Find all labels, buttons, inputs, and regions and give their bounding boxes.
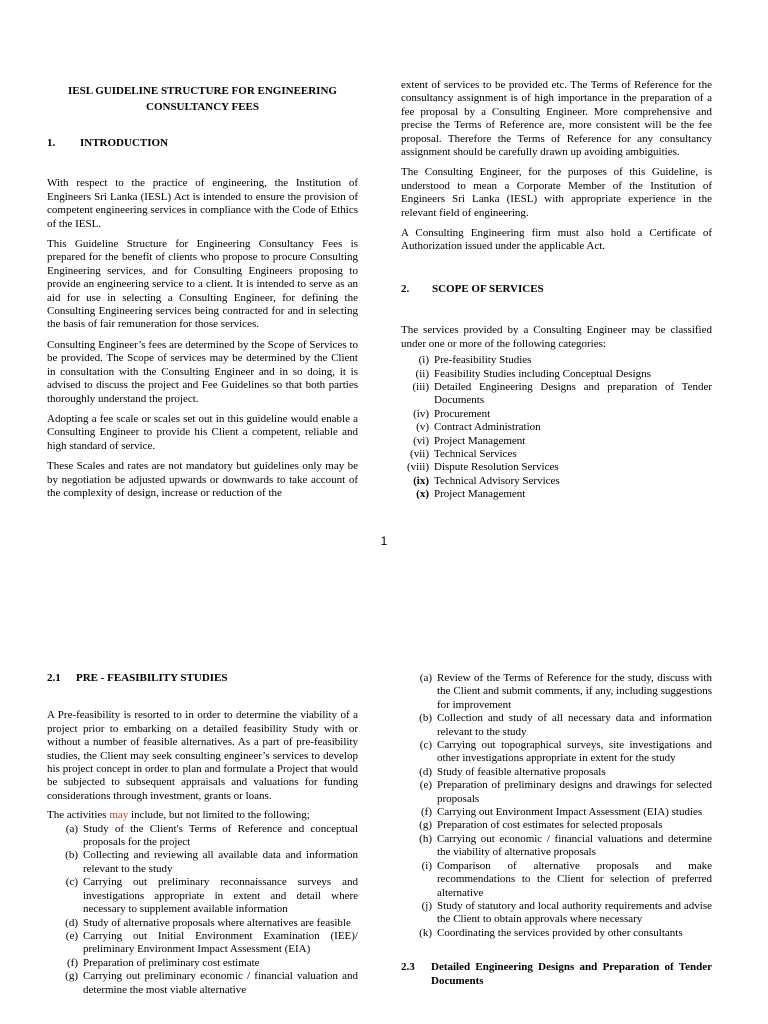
document-title-line2: CONSULTANCY FEES — [146, 101, 259, 113]
activities-may: may — [109, 809, 129, 822]
list-item-text: Study of statutory and local authority requirements and advise the Client to obtain approvals where necessary — [437, 899, 712, 926]
list-item-text: Feasibility Studies including Conceptual Designs — [434, 367, 651, 380]
list-item-marker: (x) — [416, 488, 429, 501]
intro-paragraph-3: Consulting Engineer’s fees are determined by the Scope of Services to be provided. The Scope of services may be determined by the Client in consultation with the Consulting Engineer and in so doing, it is advised to discuss the project and Fee Guidelines so that both parties thoroughly understand the project. — [47, 338, 358, 405]
list-item — [401, 368, 712, 381]
list-item-text: Dispute Resolution Services — [434, 461, 559, 474]
section-2-3-number: 2.3 — [401, 961, 415, 974]
list-item-marker: (v) — [416, 421, 429, 434]
list-item-marker: (h) — [419, 832, 432, 845]
page2-right-column — [401, 672, 712, 988]
list-item-text: Technical Services — [434, 447, 517, 460]
section-1-title: INTRODUCTION — [80, 137, 169, 149]
list-item — [401, 927, 712, 940]
list-item-text: Carrying out economic / financial valuations and determine the viability of alternative proposals — [437, 832, 712, 859]
page2-left-column — [47, 672, 358, 997]
scope-paragraph-4: The services provided by a Consulting Engineer may be classified under one or more of the following categories: — [401, 324, 712, 350]
list-item — [401, 860, 712, 900]
prefeasibility-paragraph: A Pre-feasibility is resorted to in order to determine the viability of a project prior to embarking on a detailed feasibility Study with or without a number of feasible alternatives. As a part of pre-feasibility studies, the Client may seek consulting engineer’s services to develop his project concept in order to plan and formulate a Project that would be subjected to subsequent appraisals and valuations for funding considerations through investment, grants or loans. — [47, 709, 358, 802]
intro-paragraph-2: This Guideline Structure for Engineering Consultancy Fees is prepared for the benefit of clients who propose to procure Consulting Engineering services, and for Consulting Engineers proposing to provide an engineering service to a client. It is intended to serve as an aid for use in selecting a Consulting Engineer, for defining the Consulting Engineering services being contracted for and in selecting the basis of fair remuneration for those services. — [47, 238, 358, 331]
list-item-marker: (k) — [419, 926, 432, 939]
list-item-text: Detailed Engineering Designs and preparation of Tender Documents — [434, 380, 712, 407]
list-item — [47, 970, 358, 997]
list-item-marker: (i) — [421, 859, 432, 872]
activities-intro-end: include, but not limited to the following; — [128, 809, 310, 822]
list-item-text: Project Management — [434, 434, 526, 447]
page-number: 1 — [380, 534, 388, 548]
list-item-text: Procurement — [434, 407, 491, 420]
scope-paragraph-2: The Consulting Engineer, for the purposes of this Guideline, is understood to mean a Corporate Member of the Institution of Engineers Sri Lanka (IESL) with appropriate experience in the relevant field of engineering. — [401, 166, 712, 219]
list-item-text: Contract Administration — [434, 421, 541, 434]
section-2-1-heading — [47, 672, 358, 685]
list-item-text: Preparation of cost estimates for selected proposals — [437, 819, 663, 832]
list-item-marker: (a) — [419, 672, 432, 684]
list-item-text: Collection and study of all necessary data and information relevant to the study — [437, 712, 712, 738]
list-item — [401, 779, 712, 806]
intro-paragraph-4: Adopting a fee scale or scales set out in this guideline would enable a Consulting Engineer to provide his Client a competent, reliable and high standard of service. — [47, 412, 358, 452]
section-2-heading — [401, 283, 712, 296]
list-item — [47, 876, 358, 916]
list-item-text: Review of the Terms of Reference for the study, discuss with the Client and submit comments, if any, including suggestions for improvement — [437, 672, 712, 711]
intro-paragraph-5: These Scales and rates are not mandatory but guidelines only may be by negotiation be adjusted upwards or downwards to take account of the complexity of design, increase or reduction of the — [47, 460, 358, 499]
services-list — [401, 354, 712, 501]
section-2-number: 2. — [401, 282, 410, 295]
list-item-text: Carrying out Environment Impact Assessment (EIA) studies — [437, 806, 703, 819]
list-item — [401, 739, 712, 766]
list-item-marker: (vi) — [413, 434, 429, 447]
section-1-number: 1. — [47, 137, 56, 149]
list-item-marker: (d) — [65, 916, 78, 929]
list-item — [401, 488, 712, 501]
list-item-marker: (j) — [421, 899, 432, 912]
activities-intro — [47, 809, 358, 822]
list-item — [401, 833, 712, 860]
list-item-text: Technical Advisory Services — [434, 474, 560, 487]
feasibility-activities-list — [401, 672, 712, 940]
scope-paragraph-1: extent of services to be provided etc. The Terms of Reference for the consultancy assignment is of high importance in the preparation of a fee proposal by a Consulting Engineer. More comprehensive and precise the Terms of Reference are, more consistent will be the fee proposal. Therefore the Terms of Reference for any consultancy assignment should be carefully drawn up avoiding ambiguities. — [401, 79, 712, 159]
list-item-text: Study of the Client's Terms of Reference and conceptual proposals for the project — [83, 822, 358, 849]
list-item-marker: (f) — [421, 806, 432, 819]
scope-paragraph-3: A Consulting Engineering firm must also hold a Certificate of Authorization issued under the applicable Act. — [401, 227, 712, 253]
section-2-1-number: 2.1 — [47, 672, 61, 684]
list-item-marker: (vii) — [410, 447, 429, 460]
list-item — [401, 712, 712, 739]
list-item — [401, 672, 712, 712]
list-item-marker: (iii) — [412, 380, 429, 393]
page1-left-column — [47, 83, 358, 507]
activities-intro-start: The activities — [47, 809, 110, 822]
list-item — [401, 381, 712, 408]
list-item-marker: (a) — [65, 822, 78, 835]
list-item-text: Carrying out preliminary reconnaissance surveys and investigations appropriate in extent and detail where necessary to supplement available information — [83, 876, 358, 916]
list-item — [401, 900, 712, 927]
list-item-text: Preparation of preliminary designs and drawings for selected proposals — [437, 779, 712, 805]
list-item-marker: (viii) — [407, 461, 429, 474]
list-item-marker: (i) — [418, 354, 429, 367]
list-item — [401, 806, 712, 819]
list-item-marker: (ix) — [413, 474, 429, 487]
list-item-marker: (g) — [65, 970, 78, 983]
list-item — [401, 448, 712, 461]
section-2-3-title: Detailed Engineering Designs and Preparation of Tender Documents — [431, 961, 712, 987]
intro-paragraph-1: With respect to the practice of engineering, the Institution of Engineers Sri Lanka (IESL) Act is intended to ensure the provision of competent engineering services in compliance with the Code of Ethics of the IESL. — [47, 177, 358, 230]
list-item-marker: (f) — [67, 956, 78, 969]
section-2-1-title: PRE - FEASIBILITY STUDIES — [76, 672, 228, 684]
list-item-text: Collecting and reviewing all available data and information relevant to the study — [83, 849, 358, 875]
section-2-3-heading — [401, 961, 712, 988]
list-item — [401, 461, 712, 474]
list-item-marker: (e) — [65, 929, 78, 942]
list-item — [401, 475, 712, 488]
list-item-text: Coordinating the services provided by other consultants — [437, 926, 683, 939]
list-item — [47, 930, 358, 957]
list-item — [401, 354, 712, 367]
list-item-text: Project Management — [434, 488, 526, 501]
list-item-marker: (ii) — [415, 367, 429, 380]
list-item — [401, 435, 712, 448]
list-item-marker: (b) — [419, 712, 432, 725]
list-item — [47, 823, 358, 850]
list-item — [47, 849, 358, 876]
list-item-marker: (g) — [419, 819, 432, 832]
list-item — [401, 766, 712, 779]
list-item-text: Carrying out preliminary economic / financial valuation and determine the most viable alternative — [83, 970, 358, 996]
list-item-text: Preparation of preliminary cost estimate — [83, 956, 260, 969]
list-item-text: Pre-feasibility Studies — [434, 354, 532, 367]
page1-right-column — [401, 79, 712, 502]
prefeasibility-activities-list — [47, 823, 358, 997]
list-item-text: Carrying out Initial Environment Examination (IEE)/ preliminary Environment Impact Assessment (EIA) — [83, 929, 358, 956]
list-item — [47, 957, 358, 970]
list-item-marker: (iv) — [413, 407, 429, 420]
list-item — [401, 408, 712, 421]
list-item-marker: (d) — [419, 765, 432, 778]
list-item-text: Carrying out topographical surveys, site investigations and other investigations appropriate in extent for the study — [437, 739, 712, 765]
list-item-marker: (e) — [419, 779, 432, 792]
list-item-marker: (c) — [419, 739, 432, 752]
section-2-title: SCOPE OF SERVICES — [432, 282, 544, 295]
section-1-heading — [47, 137, 358, 150]
list-item-marker: (b) — [65, 849, 78, 862]
list-item — [47, 917, 358, 930]
list-item-text: Comparison of alternative proposals and make recommendations to the Client for selection of preferred alternative — [437, 859, 712, 899]
list-item — [401, 421, 712, 434]
list-item-text: Study of feasible alternative proposals — [437, 765, 606, 778]
list-item-marker: (c) — [65, 876, 78, 889]
list-item — [401, 819, 712, 832]
list-item-text: Study of alternative proposals where alternatives are feasible — [83, 916, 351, 929]
document-title-line1: IESL GUIDELINE STRUCTURE FOR ENGINEERING — [68, 85, 337, 97]
